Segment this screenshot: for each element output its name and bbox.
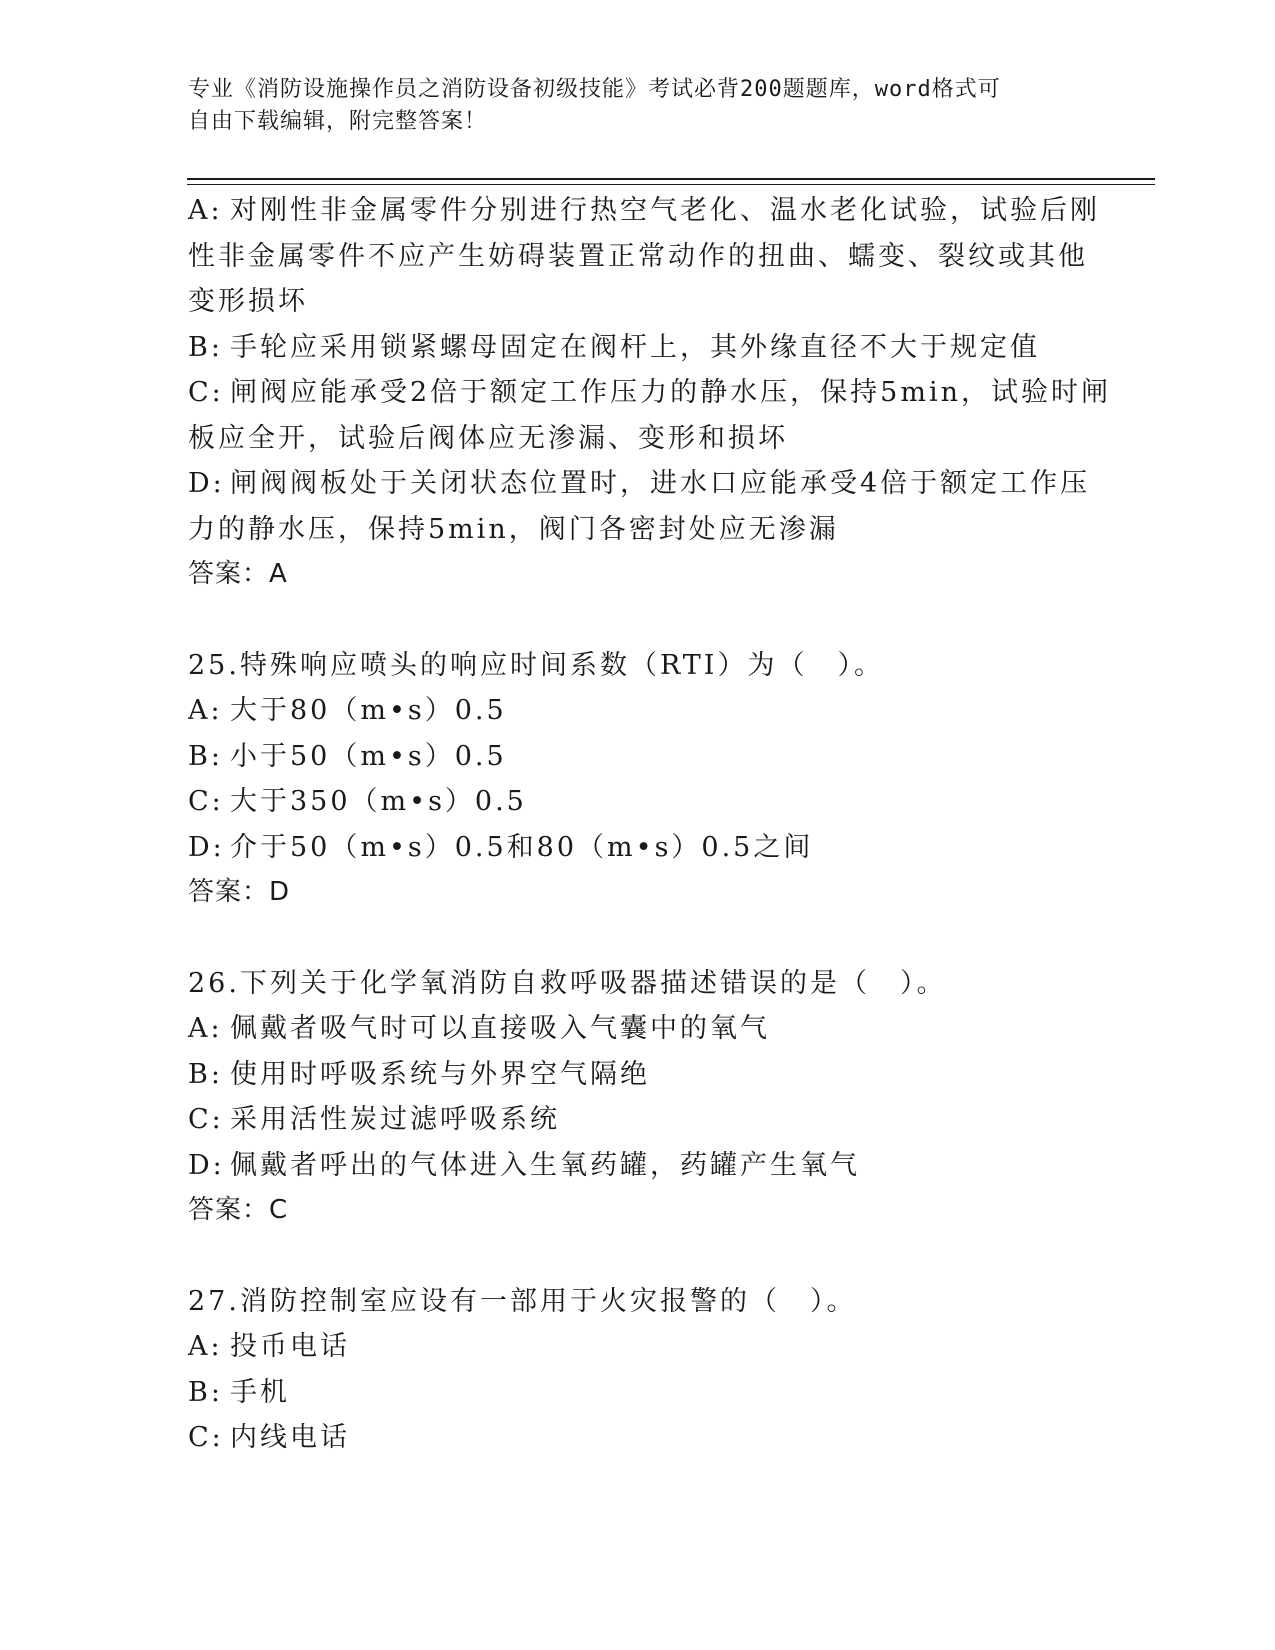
option-text: 闸阀应能承受2倍于额定工作压力的静水压，保持5min，试验时闸 (230, 377, 1111, 408)
option-text: 小于50（m•s）0.5 (230, 740, 507, 772)
option-label: C: (188, 1104, 224, 1135)
option-label: D: (188, 1149, 225, 1181)
option-b (188, 734, 1088, 780)
question-27 (188, 1279, 1088, 1461)
option-text: 投币电话 (230, 1331, 350, 1362)
option-b (188, 325, 1088, 371)
option-text: 介于50（m•s）0.5和80（m•s）0.5之间 (230, 831, 814, 863)
option-text: 手机 (230, 1376, 290, 1408)
option-text: 手轮应采用锁紧螺母固定在阀杆上，其外缘直径不大于规定值 (230, 331, 1040, 363)
option-text-continued: 力的静水压，保持5min，阀门各密封处应无渗漏 (188, 513, 839, 545)
option-c (188, 1097, 1088, 1143)
option-a (188, 1324, 1088, 1370)
option-text: 大于80（m•s）0.5 (230, 695, 507, 726)
option-text: 对刚性非金属零件分别进行热空气老化、温水老化试验，试验后刚 (230, 195, 1100, 226)
question-26 (188, 961, 1088, 1234)
option-label: C: (188, 1422, 224, 1453)
spacer (188, 916, 1088, 961)
option-c (188, 370, 1111, 416)
option-label: D: (188, 831, 225, 863)
prev-question (188, 188, 1111, 598)
option-label: A: (188, 1331, 223, 1362)
option-text: 闸阀阀板处于关闭状态位置时，进水口应能承受4倍于额定工作压 (230, 468, 1091, 499)
header-divider-thin (187, 184, 1155, 185)
option-label: B: (188, 1058, 223, 1090)
header-divider-thick (187, 178, 1155, 180)
option-text-continued: 性非金属零件不应产生妨碍装置正常动作的扭曲、蠕变、裂纹或其他 (188, 240, 1088, 272)
answer: 答案：A (188, 559, 288, 589)
question-stem: 26.下列关于化学氧消防自救呼吸器描述错误的是（ ）。 (188, 967, 947, 999)
option-text: 佩戴者呼出的气体进入生氧药罐，药罐产生氧气 (230, 1149, 860, 1181)
option-b (188, 1052, 1088, 1098)
option-label: A: (188, 1013, 223, 1044)
option-text: 佩戴者吸气时可以直接吸入气囊中的氧气 (230, 1013, 770, 1044)
option-label: C: (188, 377, 224, 408)
option-c (188, 779, 1088, 825)
option-d (188, 1143, 1088, 1189)
option-text: 采用活性炭过滤呼吸系统 (230, 1104, 560, 1135)
option-d (188, 825, 1088, 871)
answer: 答案：D (188, 877, 291, 907)
option-label: B: (188, 740, 223, 772)
header-line-1: 专业《消防设施操作员之消防设备初级技能》考试必背200题题库，word格式可 (188, 77, 1001, 102)
option-b (188, 1370, 1088, 1416)
spacer (188, 598, 1088, 643)
document-header (188, 74, 1088, 138)
header-line-2: 自由下载编辑，附完整答案！ (188, 109, 488, 134)
option-label: B: (188, 1376, 223, 1408)
option-a (188, 1006, 1088, 1052)
option-label: B: (188, 331, 223, 363)
option-a (188, 188, 1100, 234)
question-content (188, 188, 1111, 1461)
option-label: A: (188, 195, 223, 226)
option-c (188, 1415, 1088, 1461)
spacer (188, 1234, 1088, 1279)
question-25 (188, 643, 1088, 916)
option-text-continued: 变形损坏 (188, 286, 308, 317)
answer: 答案：C (188, 1195, 289, 1225)
option-text: 使用时呼吸系统与外界空气隔绝 (230, 1058, 650, 1090)
option-label: A: (188, 695, 223, 726)
option-text: 内线电话 (230, 1422, 350, 1453)
option-a (188, 688, 1088, 734)
question-stem: 25.特殊响应喷头的响应时间系数（RTI）为（ ）。 (188, 649, 884, 681)
option-text: 大于350（m•s）0.5 (230, 786, 527, 817)
option-label: C: (188, 786, 224, 817)
question-stem: 27.消防控制室应设有一部用于火灾报警的（ ）。 (188, 1285, 857, 1317)
option-d (188, 461, 1091, 507)
option-label: D: (188, 468, 225, 499)
option-text-continued: 板应全开，试验后阀体应无渗漏、变形和损坏 (188, 422, 788, 454)
